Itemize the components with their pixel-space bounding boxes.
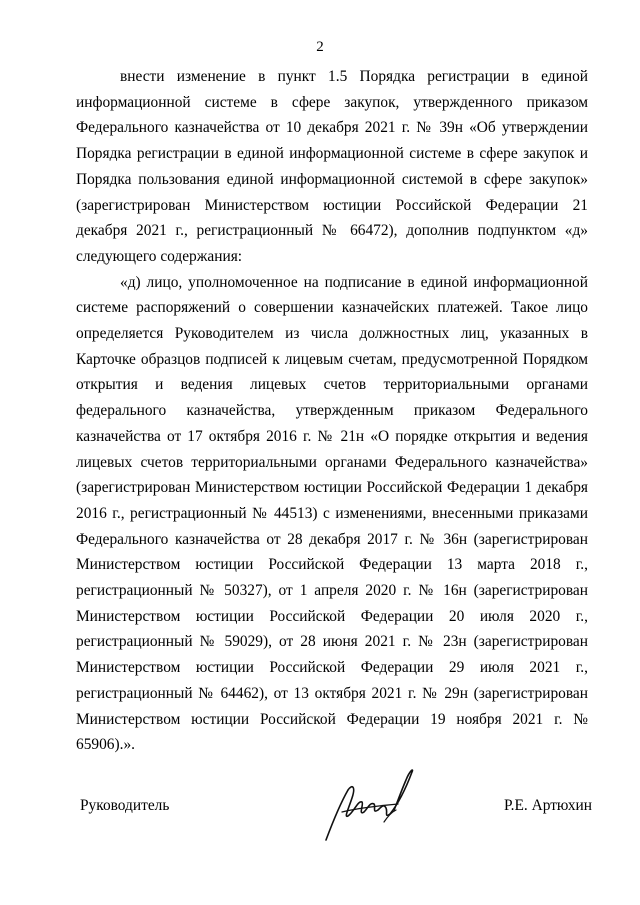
signatory-name: Р.Е. Артюхин xyxy=(504,797,592,814)
paragraph-amendment-intro: внести изменение в пункт 1.5 Порядка регистрации в единой информационной системе в сфере закупок, утвержденного приказом Федерального казначейства от 10 декабря 2021 г. № 39н «Об утверждении Порядка регистрации в единой информационной системе в сфере закупок и Порядка пользования единой информационной системой в сфере закупок» (зарегистрирован Министерством юстиции Российской Федерации 21 декабря 2021 г., регистрационный № 66472), дополнив подпунктом «д» следующего содержания: xyxy=(76,68,588,265)
page-number: 2 xyxy=(316,39,324,55)
paragraph-subclause-d: «д) лицо, уполномоченное на подписание в единой информационной системе распоряжений о совершении казначейских платежей. Такое лицо определяется Руководителем из числа должностных лиц, указанных в Карточке образцов подписей к лицевым счетам, предусмотренной Порядком открытия и ведения лицевых счетов территориальными органами федерального казначейства, утвержденным приказом Федерального казначейства от 17 октября 2016 г. № 21н «О порядке открытия и ведения лицевых счетов территориальными органами Федерального казначейства» (зарегистрирован Министерством юстиции Российской Федерации 1 декабря 2016 г., регистрационный № 44513) с изменениями, внесенными приказами Федерального казначейства от 28 декабря 2017 г. № 36н (зарегистрирован Министерством юстиции Российской Федерации 13 марта 2018 г., регистрационный № 50327), от 1 апреля 2020 г. № 16н (зарегистрирован Министерством юстиции Российской Федерации 20 июля 2020 г., регистрационный № 59029), от 28 июня 2021 г. № 23н (зарегистрирован Министерством юстиции Российской Федерации 29 июля 2021 г., регистрационный № 64462), от 13 октября 2021 г. № 29н (зарегистрирован Министерством юстиции Российской Федерации 19 ноября 2021 г. № 65906).». xyxy=(76,273,588,754)
document-body xyxy=(76,64,588,758)
signatory-title: Руководитель xyxy=(80,797,170,814)
handwritten-signature xyxy=(318,764,418,844)
